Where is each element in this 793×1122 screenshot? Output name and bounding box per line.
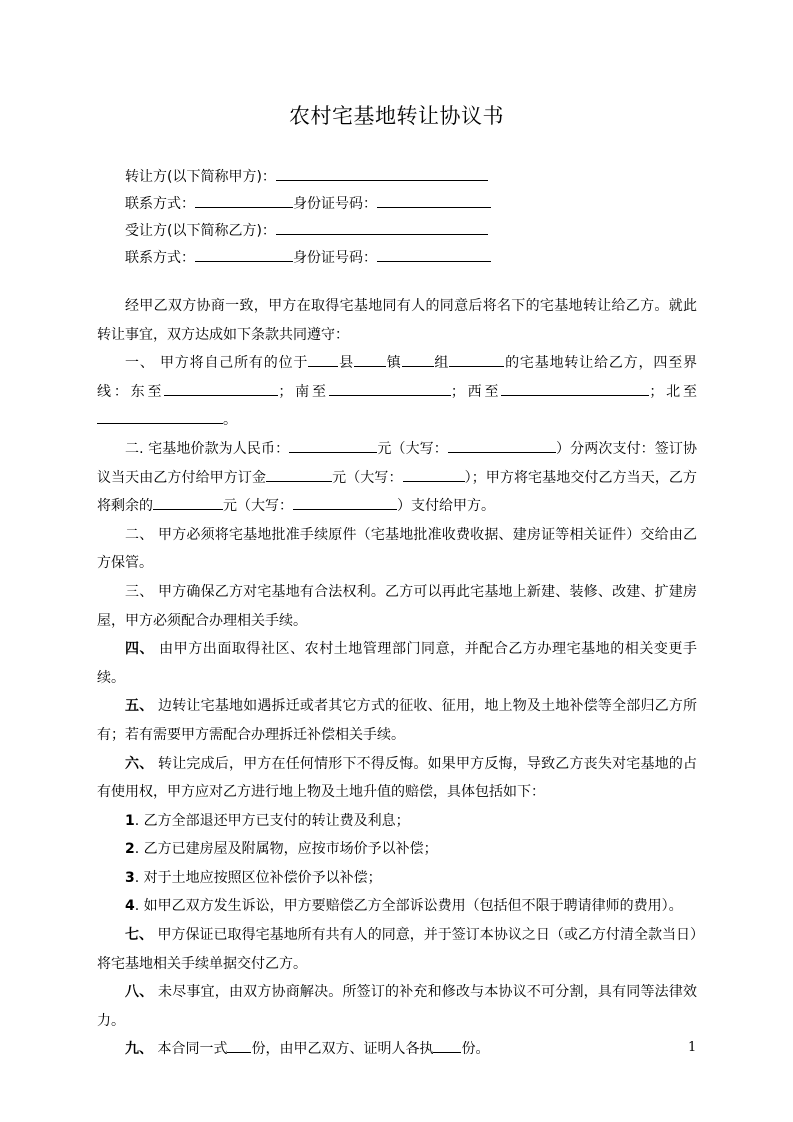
remainder-words-blank[interactable] — [293, 494, 397, 510]
clause-6-text: 转让完成后，甲方在任何情形下不得反悔。如果甲方反悔，导致乙方丧失对宅基地的占有使用权，甲方应对乙方进行地上物及土地升值的赔偿，具体包括如下： — [97, 755, 698, 801]
clause-4-num: 四、 — [125, 641, 155, 658]
clause-6 — [97, 750, 697, 807]
agreement-body — [97, 292, 697, 1064]
plot-blank[interactable] — [449, 351, 504, 367]
clause-9-text: 本合同一式 — [153, 1041, 228, 1058]
deposit-words-blank[interactable] — [403, 466, 465, 482]
item-text: . 乙方已建房屋及附属物，应按市场价予以补偿； — [134, 841, 438, 858]
clause-8 — [97, 978, 697, 1035]
clause-price — [97, 435, 697, 521]
item-text: . 对于土地应按照区位补偿价予以补偿； — [134, 869, 382, 886]
north-blank[interactable] — [97, 408, 223, 424]
copies-blank[interactable] — [227, 1037, 251, 1053]
clause-1-num: 一、 — [125, 355, 155, 372]
clause-9-num: 九、 — [125, 1041, 153, 1058]
item-num: 3 — [125, 869, 135, 886]
id2-label: 身份证号码： — [293, 250, 377, 266]
town-label: 镇 — [385, 355, 402, 372]
deposit-text: ）分两次支付：签订协议当天由乙方付给甲方订金 — [97, 440, 698, 486]
south-label: ；南至 — [278, 383, 329, 400]
clause-1-boundary-east: 的宅基地转让给乙方，四至界线：东至 — [97, 355, 698, 400]
clause-1 — [97, 349, 697, 435]
id1-blank[interactable] — [377, 192, 491, 208]
west-blank[interactable] — [501, 380, 649, 396]
clause-7-num: 七、 — [125, 927, 154, 944]
clause-9-text-2: 份，由甲乙双方、证明人各执 — [251, 1041, 434, 1058]
deposit-words-label: 元（大写： — [332, 469, 403, 486]
document-title: 农村宅基地转让协议书 — [289, 104, 504, 128]
price-words-blank[interactable] — [448, 437, 556, 453]
id2-blank[interactable] — [377, 246, 491, 262]
county-label: 县 — [338, 355, 354, 372]
copies-each-blank[interactable] — [433, 1037, 461, 1053]
west-label: ；西至 — [450, 383, 502, 400]
clause-4-text: 由甲方出面取得社区、农村土地管理部门同意，并配合乙方办理宅基地的相关变更手续。 — [97, 641, 697, 686]
clause-4 — [97, 635, 697, 692]
clause-2 — [97, 521, 697, 578]
transferor-blank[interactable] — [276, 165, 488, 181]
contact2-label: 联系方式： — [125, 250, 195, 266]
price-label: 二. 宅基地价款为人民币： — [125, 440, 290, 457]
intro-paragraph: 经甲乙双方协商一致，甲方在取得宅基地同有人的同意后将名下的宅基地转让给乙方。就此转让事宜，双方达成如下条款共同遵守： — [97, 298, 697, 343]
south-blank[interactable] — [329, 380, 451, 396]
price-end: ）支付给甲方。 — [397, 498, 495, 515]
clause-9 — [97, 1035, 697, 1064]
transferor-label: 转让方(以下简称甲方)： — [125, 169, 276, 185]
north-label: ；北至 — [649, 383, 698, 400]
contact1-label: 联系方式： — [125, 196, 195, 212]
item-text: . 乙方全部退还甲方已支付的转让费及利息； — [134, 812, 410, 829]
clause-6-item — [97, 835, 697, 864]
item-num: 4 — [125, 898, 135, 915]
deposit-blank[interactable] — [266, 466, 332, 482]
clause-7 — [97, 921, 697, 978]
east-blank[interactable] — [164, 380, 278, 396]
item-num: 1 — [125, 812, 135, 829]
clause-5-num: 五、 — [125, 698, 154, 715]
page-number: 1 — [688, 1040, 697, 1055]
clause-8-text: 未尽事宜，由双方协商解决。所签订的补充和修改与本协议不可分割，具有同等法律效力。 — [97, 984, 698, 1029]
clause-1-text: 甲方将自己所有的位于 — [154, 355, 309, 372]
remainder-blank[interactable] — [153, 494, 223, 510]
transferee-label: 受让方(以下简称乙方)： — [125, 223, 276, 239]
clause-6-num: 六、 — [125, 755, 154, 772]
clause-6-item — [97, 807, 697, 836]
group-blank[interactable] — [402, 351, 434, 367]
id1-label: 身份证号码： — [293, 196, 377, 212]
clause-2-num: 二、 — [125, 526, 154, 543]
item-text: . 如甲乙双方发生诉讼，甲方要赔偿乙方全部诉讼费用（包括但不限于聘请律师的费用）。 — [134, 898, 683, 915]
group-label: 组 — [433, 355, 450, 372]
contact2-blank[interactable] — [195, 246, 293, 262]
clause-7-text: 甲方保证已取得宅基地所有共有人的同意，并于签订本协议之日（或乙方付清全款当日）将宅基地相关手续单据交付乙方。 — [97, 927, 697, 972]
clause-3-text: 甲方确保乙方对宅基地有合法权利。乙方可以再此宅基地上新建、装修、改建、扩建房屋，甲方必须配合办理相关手续。 — [97, 583, 698, 629]
clause-6-item — [97, 892, 697, 921]
clause-6-item — [97, 864, 697, 893]
transferee-line — [125, 219, 488, 241]
remainder-text: ）；甲方将宅基地交付乙方当天，乙方将剩余的 — [97, 469, 698, 515]
town-blank[interactable] — [354, 351, 386, 367]
transferor-line — [125, 165, 488, 187]
price-blank[interactable] — [289, 437, 377, 453]
contact1-blank[interactable] — [195, 192, 293, 208]
clause-3-num: 三、 — [125, 583, 154, 600]
transferee-blank[interactable] — [276, 219, 488, 235]
clause-5-text: 边转让宅基地如遇拆迁或者其它方式的征收、征用，地上物及土地补偿等全部归乙方所有；若有需要甲方需配合办理拆迁补偿相关手续。 — [97, 698, 698, 743]
contact1-line — [125, 192, 491, 214]
county-blank[interactable] — [308, 351, 338, 367]
price-words-label: 元（大写： — [377, 440, 448, 457]
clause-5 — [97, 692, 697, 749]
remainder-words-label: 元（大写： — [223, 498, 293, 515]
contact2-line — [125, 246, 491, 268]
clause-1-end: 。 — [223, 412, 237, 429]
clause-2-text: 甲方必须将宅基地批准手续原件（宅基地批准收费收据、建房证等相关证件）交给由乙方保管。 — [97, 526, 698, 572]
item-num: 2 — [125, 841, 135, 858]
clause-8-num: 八、 — [125, 984, 154, 1001]
clause-3 — [97, 578, 697, 635]
clause-9-end: 份。 — [461, 1041, 490, 1058]
